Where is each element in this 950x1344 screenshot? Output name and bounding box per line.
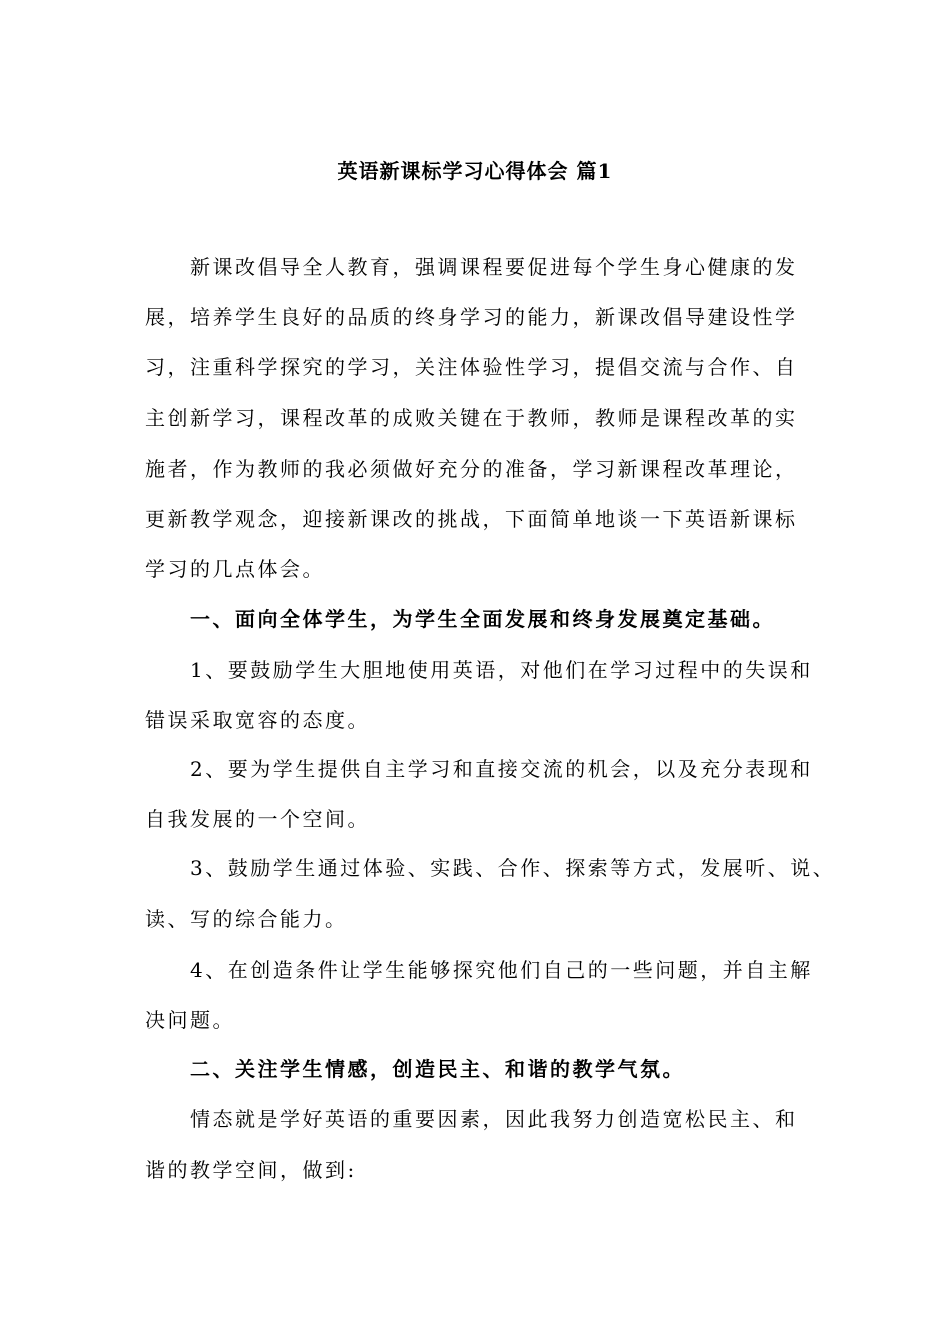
- document-title: 英语新课标学习心得体会 篇1: [337, 159, 613, 183]
- paragraph-line: 更新教学观念，迎接新课改的挑战，下面简单地谈一下英语新课标: [145, 507, 798, 531]
- list-item-line: 自我发展的一个空间。: [145, 807, 370, 831]
- list-item-line: 1、要鼓励学生大胆地使用英语，对他们在学习过程中的失误和: [190, 658, 813, 682]
- list-item-line: 4、在创造条件让学生能够探究他们自己的一些问题，并自主解: [190, 958, 813, 982]
- paragraph-line: 展，培养学生良好的品质的终身学习的能力，新课改倡导建设性学: [145, 305, 798, 329]
- section-heading: 一、面向全体学生，为学生全面发展和终身发展奠定基础。: [190, 607, 775, 631]
- list-item-line: 读、写的综合能力。: [145, 907, 348, 931]
- paragraph-line: 主创新学习，课程改革的成败关键在于教师，教师是课程改革的实: [145, 406, 798, 430]
- list-item-line: 3、鼓励学生通过体验、实践、合作、探索等方式，发展听、说、: [190, 856, 836, 880]
- section-heading: 二、关注学生情感，创造民主、和谐的教学气氛。: [190, 1057, 685, 1081]
- list-item-line: 决问题。: [145, 1008, 235, 1032]
- paragraph-line: 情态就是学好英语的重要因素，因此我努力创造宽松民主、和: [190, 1107, 798, 1131]
- paragraph-line: 学习的几点体会。: [145, 557, 325, 581]
- list-item-line: 错误采取宽容的态度。: [145, 708, 370, 732]
- paragraph-line: 谐的教学空间，做到:: [145, 1158, 357, 1182]
- paragraph-line: 习，注重科学探究的学习，关注体验性学习，提倡交流与合作、自: [145, 355, 798, 379]
- paragraph-line: 新课改倡导全人教育，强调课程要促进每个学生身心健康的发: [190, 255, 798, 279]
- paragraph-line: 施者，作为教师的我必须做好充分的准备，学习新课程改革理论，: [145, 457, 798, 481]
- list-item-line: 2、要为学生提供自主学习和直接交流的机会，以及充分表现和: [190, 757, 813, 781]
